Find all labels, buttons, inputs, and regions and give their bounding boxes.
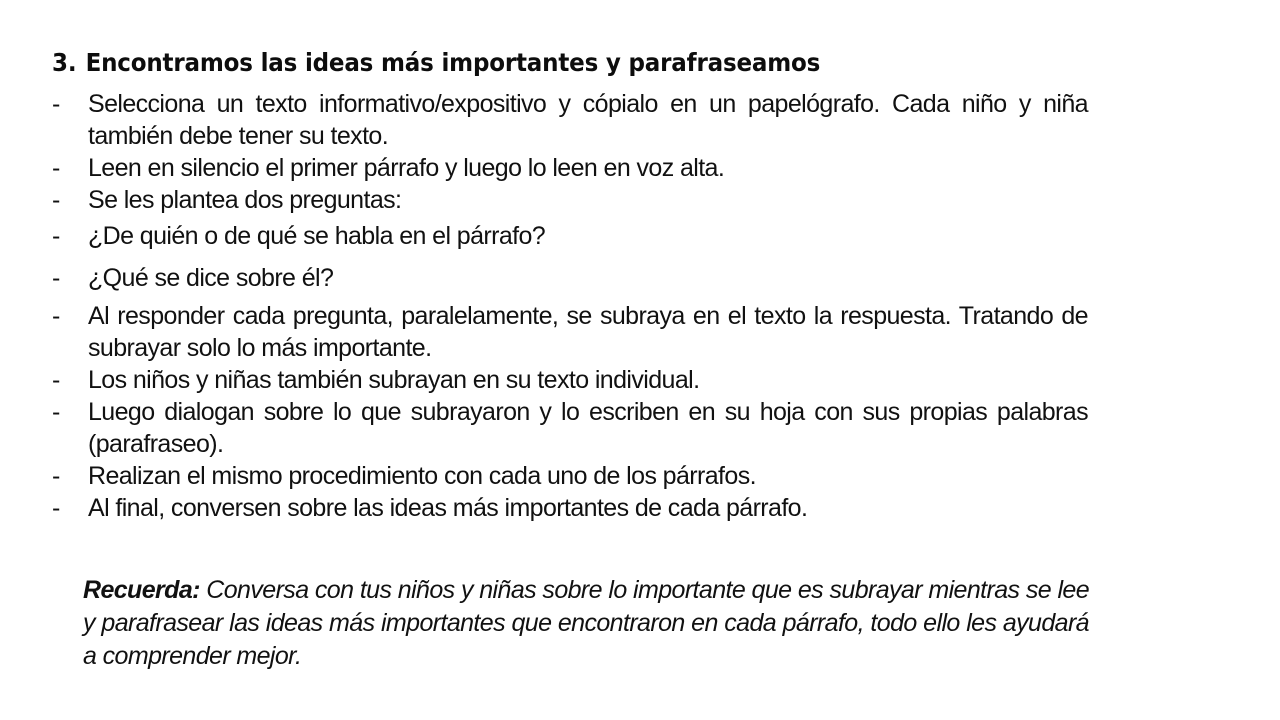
bullet-dash: - [52,302,60,330]
list-item-text: Luego dialogan sobre lo que subrayaron y lo escriben en su hoja con sus propias palabras (parafraseo). [88,398,1088,458]
bullet-dash: - [52,264,60,292]
bullet-dash: - [52,366,60,394]
bullet-dash: - [52,494,60,522]
list-item-text: Al final, conversen sobre las ideas más importantes de cada párrafo. [88,494,808,522]
list-item [52,300,1088,364]
instruction-list [52,88,1088,524]
bullet-dash: - [52,154,60,182]
list-item [52,396,1088,460]
list-item-text: Se les plantea dos preguntas: [88,186,402,214]
list-item-text: ¿De quién o de qué se habla en el párrafo? [88,222,546,250]
list-item [52,152,1088,184]
bullet-dash: - [52,90,60,118]
list-item-text: Los niños y niñas también subrayan en su texto individual. [88,366,700,394]
list-item [52,460,1088,492]
reminder-label: Recuerda: [83,576,200,604]
bullet-dash: - [52,222,60,250]
reminder-text: Conversa con tus niños y niñas sobre lo importante que es subrayar mientras se lee y parafrasear las ideas más importantes que encontraron en cada párrafo, todo ello les ayudará a comprender mejor. [83,576,1090,670]
list-item-text: Leen en silencio el primer párrafo y luego lo leen en voz alta. [88,154,725,182]
reminder-note [83,574,1089,673]
list-item [52,220,1088,252]
list-item [52,364,1088,396]
list-item [52,88,1088,152]
section-heading [52,48,1018,77]
list-item [52,492,1088,524]
bullet-dash: - [52,186,60,214]
section-title: Encontramos las ideas más importantes y parafraseamos [85,48,821,77]
bullet-dash: - [52,462,60,490]
list-item-text: Selecciona un texto informativo/expositivo y cópialo en un papelógrafo. Cada niño y niña también debe tener su texto. [88,90,1088,150]
list-item-text: Realizan el mismo procedimiento con cada uno de los párrafos. [88,462,756,490]
list-item [52,184,1088,216]
bullet-dash: - [52,398,60,426]
list-item-text: Al responder cada pregunta, paralelamente, se subraya en el texto la respuesta. Tratando de subrayar solo lo más importante. [88,302,1088,362]
section-number: 3. [52,48,77,77]
list-item-text: ¿Qué se dice sobre él? [88,264,334,292]
list-item [52,262,1088,294]
